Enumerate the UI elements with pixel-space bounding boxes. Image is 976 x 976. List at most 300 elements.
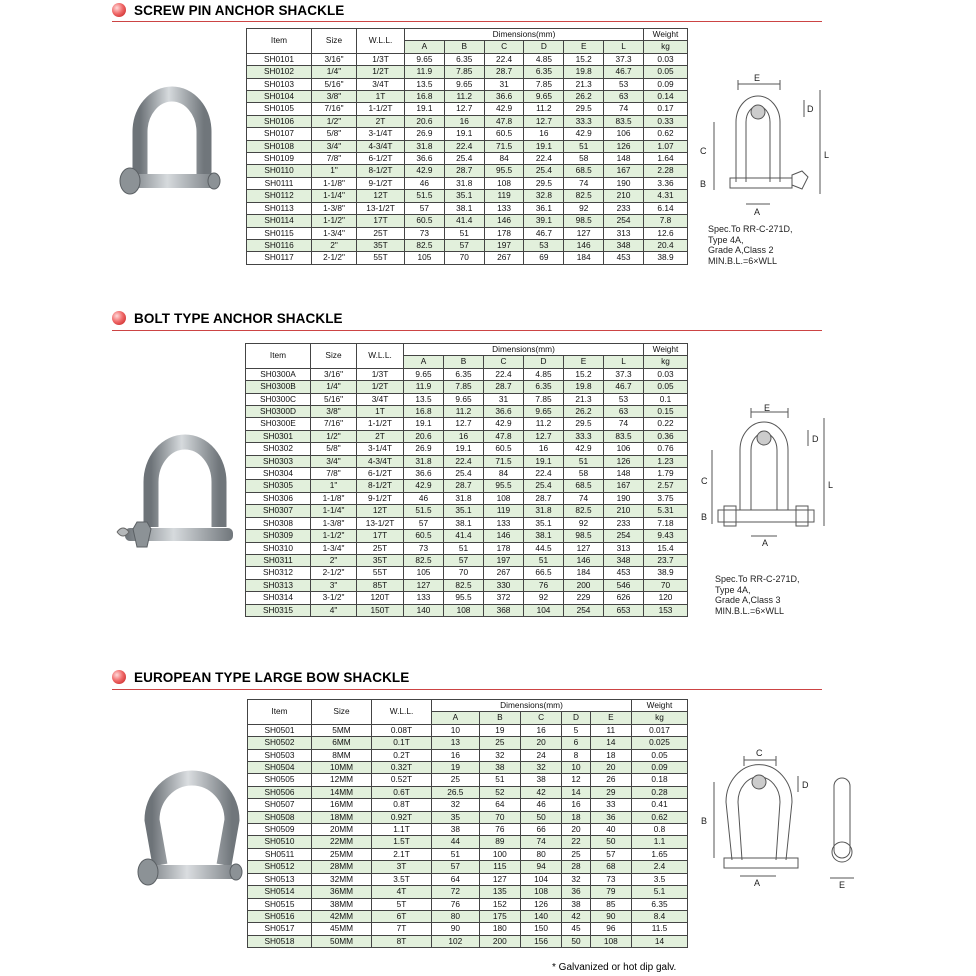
table-row [246, 368, 688, 380]
col-header-d: D [524, 41, 564, 53]
table-cell: 9.65 [444, 393, 484, 405]
table-cell: 167 [604, 480, 644, 492]
table-row [248, 898, 688, 910]
table-cell: 35T [357, 554, 404, 566]
table-cell: 368 [484, 604, 524, 616]
table-cell: 0.03 [644, 368, 688, 380]
table-cell: 626 [604, 592, 644, 604]
table-cell: 12.7 [444, 103, 484, 115]
table-cell: 85 [590, 898, 631, 910]
table-cell: 31.8 [405, 140, 445, 152]
table-cell: 20.6 [405, 115, 445, 127]
table-cell: 1.5T [372, 836, 432, 848]
table-row [246, 505, 688, 517]
table-cell: 11 [590, 724, 631, 736]
col-header-item: Item [246, 344, 311, 369]
spec-note [708, 224, 793, 266]
table-cell: 17T [357, 530, 404, 542]
table-cell: 46 [404, 492, 444, 504]
table-cell: 0.62 [644, 128, 688, 140]
col-header-wll: W.L.L. [357, 29, 405, 54]
table-cell: 1-1/4" [311, 505, 357, 517]
table-cell: 210 [604, 505, 644, 517]
table-cell: SH0110 [247, 165, 312, 177]
table-cell: 8MM [312, 749, 372, 761]
table-cell: 82.5 [564, 190, 604, 202]
table-row [248, 848, 688, 860]
table-cell: 98.5 [564, 530, 604, 542]
table-cell: 19.1 [444, 443, 484, 455]
table-cell: 127 [564, 542, 604, 554]
table-cell: 133 [484, 517, 524, 529]
table-cell: 20 [562, 824, 590, 836]
table-cell: 0.8 [632, 824, 688, 836]
table-cell: 8T [372, 935, 432, 947]
table-cell: 28.7 [484, 381, 524, 393]
table-cell: 13.5 [404, 393, 444, 405]
table-row [246, 604, 688, 616]
table-cell: 53 [524, 239, 564, 251]
table-cell: 12MM [312, 774, 372, 786]
table-cell: 254 [604, 530, 644, 542]
table-cell: 2" [312, 239, 357, 251]
table-cell: 22 [562, 836, 590, 848]
table-cell: SH0517 [248, 923, 312, 935]
table-cell: 6.35 [524, 381, 564, 393]
table-cell: 148 [604, 468, 644, 480]
table-cell: 254 [564, 604, 604, 616]
table-cell: 72 [432, 886, 480, 898]
table-row [247, 128, 688, 140]
table-cell: 5.31 [644, 505, 688, 517]
table-cell: 9.65 [524, 91, 564, 103]
table-row [248, 774, 688, 786]
table-cell: 42 [520, 786, 561, 798]
table-cell: 4-3/4T [357, 140, 405, 152]
table-cell: 146 [564, 554, 604, 566]
table-cell: 40 [590, 824, 631, 836]
table-row [248, 762, 688, 774]
table-cell: 348 [604, 554, 644, 566]
dim-label-e: E [839, 880, 846, 890]
table-cell: 51 [444, 542, 484, 554]
table-cell: 126 [520, 898, 561, 910]
table-cell: SH0109 [247, 153, 312, 165]
table-cell: 3" [311, 579, 357, 591]
table-cell: 46.7 [604, 66, 644, 78]
table-cell: 146 [484, 215, 524, 227]
bullet-icon [112, 670, 126, 684]
table-cell: 20 [520, 737, 561, 749]
table-cell: 35.1 [524, 517, 564, 529]
table-row [247, 252, 688, 264]
table-cell: 7/16" [312, 103, 357, 115]
table-cell: 3.5T [372, 873, 432, 885]
table-cell: 106 [604, 443, 644, 455]
table-cell: 19.1 [404, 418, 444, 430]
table-cell: 46.7 [604, 381, 644, 393]
table-cell: 3/16" [311, 368, 357, 380]
col-header-size: Size [312, 29, 357, 54]
table-cell: 7/8" [312, 153, 357, 165]
table-cell: 0.36 [644, 430, 688, 442]
table-cell: 20MM [312, 824, 372, 836]
table-cell: 546 [604, 579, 644, 591]
table-row [247, 239, 688, 251]
table-cell: 47.8 [484, 115, 524, 127]
table-cell: 71.5 [484, 140, 524, 152]
table-cell: 38.1 [444, 202, 484, 214]
table-cell: 1-1/4" [312, 190, 357, 202]
table-cell: 0.017 [632, 724, 688, 736]
table-cell: 267 [484, 567, 524, 579]
table-cell: 25 [562, 848, 590, 860]
table-cell: 84 [484, 468, 524, 480]
table-cell: SH0113 [247, 202, 312, 214]
table-cell: 127 [564, 227, 604, 239]
table-cell: 146 [484, 530, 524, 542]
table-cell: 178 [484, 542, 524, 554]
table-cell: 3-1/2" [311, 592, 357, 604]
table-cell: SH0511 [248, 848, 312, 860]
table-cell: 46 [520, 799, 561, 811]
table-cell: 8 [562, 749, 590, 761]
table-cell: 1-3/4" [312, 227, 357, 239]
col-header-a: A [432, 712, 480, 724]
table-cell: 41.4 [444, 215, 484, 227]
table-cell: 36.6 [484, 406, 524, 418]
table-cell: 80 [520, 848, 561, 860]
col-header-l: L [604, 41, 644, 53]
table-cell: 12.7 [524, 115, 564, 127]
table-cell: 76 [432, 898, 480, 910]
table-cell: 25.4 [524, 165, 564, 177]
table-cell: 0.05 [632, 749, 688, 761]
table-cell: 1/2T [357, 381, 404, 393]
table-cell: 4.85 [524, 368, 564, 380]
table-cell: SH0303 [246, 455, 311, 467]
table-cell: 2.28 [644, 165, 688, 177]
table-cell: 42.9 [484, 103, 524, 115]
table-cell: 1-1/8" [312, 177, 357, 189]
spec-note-line: Grade A,Class 3 [715, 595, 781, 605]
col-header-size: Size [311, 344, 357, 369]
table-cell: 42.9 [564, 128, 604, 140]
table-cell: SH0310 [246, 542, 311, 554]
table-cell: 38.9 [644, 252, 688, 264]
table-cell: 178 [484, 227, 524, 239]
dim-label-c: C [756, 748, 763, 758]
table-cell: 200 [479, 935, 520, 947]
table-row [246, 530, 688, 542]
table-cell: 22.4 [444, 140, 484, 152]
table-cell: 133 [404, 592, 444, 604]
table-cell: 210 [604, 190, 644, 202]
col-header-d: D [524, 356, 564, 368]
table-cell: 51 [564, 455, 604, 467]
table-cell: 5T [372, 898, 432, 910]
table-cell: 36.6 [404, 468, 444, 480]
table-cell: 11.9 [405, 66, 445, 78]
table-cell: SH0301 [246, 430, 311, 442]
table-cell: 2-1/2" [311, 567, 357, 579]
table-cell: 267 [484, 252, 524, 264]
table-cell: 82.5 [564, 505, 604, 517]
section-divider [112, 330, 822, 331]
table-cell: 38.9 [644, 567, 688, 579]
spec-note [715, 574, 800, 616]
section-title: EUROPEAN TYPE LARGE BOW SHACKLE [134, 669, 410, 685]
table-cell: 95.5 [484, 480, 524, 492]
table-cell: 3T [372, 861, 432, 873]
table-cell: 9.65 [404, 368, 444, 380]
table-cell: SH0309 [246, 530, 311, 542]
table-cell: 29 [590, 786, 631, 798]
table-cell: 13-1/2T [357, 517, 404, 529]
dim-label-e: E [764, 403, 771, 413]
table-cell: SH0509 [248, 824, 312, 836]
table-cell: 1-3/8" [311, 517, 357, 529]
table-cell: 5/16" [312, 78, 357, 90]
table-cell: 73 [590, 873, 631, 885]
bolt-type-spec-table [245, 343, 688, 617]
table-cell: 11.2 [524, 103, 564, 115]
table-cell: 120 [644, 592, 688, 604]
table-cell: 313 [604, 542, 644, 554]
table-cell: 16 [444, 430, 484, 442]
table-cell: 45MM [312, 923, 372, 935]
bullet-icon [112, 311, 126, 325]
table-cell: 84 [484, 153, 524, 165]
table-cell: 16MM [312, 799, 372, 811]
table-cell: 19.1 [524, 140, 564, 152]
table-cell: 6.35 [632, 898, 688, 910]
table-cell: 42.9 [405, 165, 445, 177]
table-cell: SH0105 [247, 103, 312, 115]
table-cell: 8-1/2T [357, 165, 405, 177]
table-cell: 1.1T [372, 824, 432, 836]
table-cell: 2" [311, 554, 357, 566]
table-cell: 9.65 [524, 406, 564, 418]
table-cell: SH0108 [247, 140, 312, 152]
col-header-c: C [484, 41, 524, 53]
table-cell: 64 [432, 873, 480, 885]
col-header-b: B [479, 712, 520, 724]
table-cell: 127 [404, 579, 444, 591]
section-header-european-bow [112, 667, 409, 687]
table-cell: 22.4 [484, 368, 524, 380]
table-row [248, 861, 688, 873]
table-cell: 32.8 [524, 190, 564, 202]
table-cell: 6 [562, 737, 590, 749]
table-cell: 28.7 [524, 492, 564, 504]
table-cell: SH0112 [247, 190, 312, 202]
table-cell: 32 [479, 749, 520, 761]
table-cell: 4T [372, 886, 432, 898]
table-row [246, 443, 688, 455]
european-bow-spec-table [247, 699, 688, 948]
table-cell: 25.4 [444, 468, 484, 480]
table-cell: 60.5 [405, 215, 445, 227]
table-cell: 0.14 [644, 91, 688, 103]
table-cell: 32MM [312, 873, 372, 885]
table-cell: 5.1 [632, 886, 688, 898]
table-row [246, 567, 688, 579]
table-cell: 20 [590, 762, 631, 774]
table-cell: 26.5 [432, 786, 480, 798]
table-cell: 31.8 [444, 492, 484, 504]
table-cell: SH0518 [248, 935, 312, 947]
col-header-a: A [404, 356, 444, 368]
table-cell: 73 [404, 542, 444, 554]
table-cell: 14 [562, 786, 590, 798]
table-cell: SH0115 [247, 227, 312, 239]
table-cell: 33.3 [564, 430, 604, 442]
table-cell: 82.5 [404, 554, 444, 566]
table-cell: 104 [520, 873, 561, 885]
table-cell: 254 [604, 215, 644, 227]
table-row [246, 381, 688, 393]
table-cell: 2T [357, 430, 404, 442]
table-cell: 0.41 [632, 799, 688, 811]
table-cell: 5 [562, 724, 590, 736]
table-cell: 51 [444, 227, 484, 239]
european-bow-dimension-diagram [696, 742, 866, 892]
table-cell: 60.5 [484, 443, 524, 455]
table-cell: 42.9 [484, 418, 524, 430]
table-row [246, 492, 688, 504]
table-cell: 150 [520, 923, 561, 935]
dim-label-b: B [700, 179, 707, 189]
table-cell: 9.43 [644, 530, 688, 542]
table-cell: 53 [604, 393, 644, 405]
table-cell: 10 [562, 762, 590, 774]
table-cell: 5MM [312, 724, 372, 736]
table-cell: 66 [520, 824, 561, 836]
screw-pin-dimension-diagram [696, 72, 836, 222]
table-cell: 38MM [312, 898, 372, 910]
table-row [248, 824, 688, 836]
table-cell: 28MM [312, 861, 372, 873]
table-cell: 3/8" [312, 91, 357, 103]
table-cell: 28 [562, 861, 590, 873]
table-cell: 12.7 [444, 418, 484, 430]
table-cell: 9-1/2T [357, 492, 404, 504]
table-cell: 57 [590, 848, 631, 860]
table-cell: 36.6 [405, 153, 445, 165]
col-header-dimensions: Dimensions(mm) [405, 29, 644, 41]
table-cell: 1.1 [632, 836, 688, 848]
table-row [247, 91, 688, 103]
table-cell: 98.5 [564, 215, 604, 227]
table-cell: SH0102 [247, 66, 312, 78]
table-cell: 68.5 [564, 480, 604, 492]
col-header-a: A [405, 41, 445, 53]
table-cell: 18 [562, 811, 590, 823]
col-header-item: Item [247, 29, 312, 54]
table-cell: 7.8 [644, 215, 688, 227]
table-cell: 1/3T [357, 368, 404, 380]
dim-label-b: B [701, 816, 708, 826]
table-cell: SH0305 [246, 480, 311, 492]
table-cell: 46.7 [524, 227, 564, 239]
table-cell: 6.35 [524, 66, 564, 78]
table-cell: 58 [564, 153, 604, 165]
table-cell: SH0503 [248, 749, 312, 761]
table-cell: 0.92T [372, 811, 432, 823]
table-cell: SH0308 [246, 517, 311, 529]
table-cell: SH0107 [247, 128, 312, 140]
table-cell: 20.6 [404, 430, 444, 442]
col-header-e: E [564, 41, 604, 53]
table-cell: 119 [484, 505, 524, 517]
bolt-type-dimension-diagram [696, 402, 841, 552]
table-cell: SH0307 [246, 505, 311, 517]
col-header-unit: kg [644, 356, 688, 368]
table-cell: 11.2 [444, 91, 484, 103]
table-cell: 21.3 [564, 393, 604, 405]
table-cell: 51 [479, 774, 520, 786]
table-cell: SH0508 [248, 811, 312, 823]
table-cell: 0.09 [644, 78, 688, 90]
table-cell: 23.7 [644, 554, 688, 566]
table-cell: 11.2 [444, 406, 484, 418]
table-cell: 16 [524, 128, 564, 140]
table-cell: 31 [484, 78, 524, 90]
table-row [248, 811, 688, 823]
table-row [247, 66, 688, 78]
table-cell: 51.5 [405, 190, 445, 202]
table-cell: 2.57 [644, 480, 688, 492]
table-cell: 3-1/4T [357, 128, 405, 140]
table-cell: 50 [562, 935, 590, 947]
table-cell: 1T [357, 406, 404, 418]
table-cell: 38 [432, 824, 480, 836]
table-row [246, 393, 688, 405]
table-cell: SH0505 [248, 774, 312, 786]
table-cell: 150T [357, 604, 404, 616]
col-header-dimensions: Dimensions(mm) [432, 700, 632, 712]
table-row [247, 215, 688, 227]
col-header-c: C [520, 712, 561, 724]
table-cell: 1" [311, 480, 357, 492]
table-cell: 51 [432, 848, 480, 860]
table-cell: 22.4 [524, 153, 564, 165]
table-cell: 2T [357, 115, 405, 127]
table-cell: 45 [562, 923, 590, 935]
table-cell: 9-1/2T [357, 177, 405, 189]
table-cell: 108 [590, 935, 631, 947]
table-cell: 0.05 [644, 66, 688, 78]
table-cell: 37.3 [604, 368, 644, 380]
table-cell: 1" [312, 165, 357, 177]
table-cell: 46 [405, 177, 445, 189]
table-cell: 0.05 [644, 381, 688, 393]
table-cell: 95.5 [444, 592, 484, 604]
table-cell: 79 [590, 886, 631, 898]
table-cell: 68 [590, 861, 631, 873]
table-cell: 0.52T [372, 774, 432, 786]
dim-label-l: L [828, 480, 834, 490]
table-cell: 39.1 [524, 215, 564, 227]
table-row [246, 592, 688, 604]
table-cell: 126 [604, 455, 644, 467]
table-cell: SH0302 [246, 443, 311, 455]
table-cell: 133 [484, 202, 524, 214]
table-row [248, 836, 688, 848]
table-cell: 1-1/2T [357, 418, 404, 430]
table-cell: 74 [520, 836, 561, 848]
